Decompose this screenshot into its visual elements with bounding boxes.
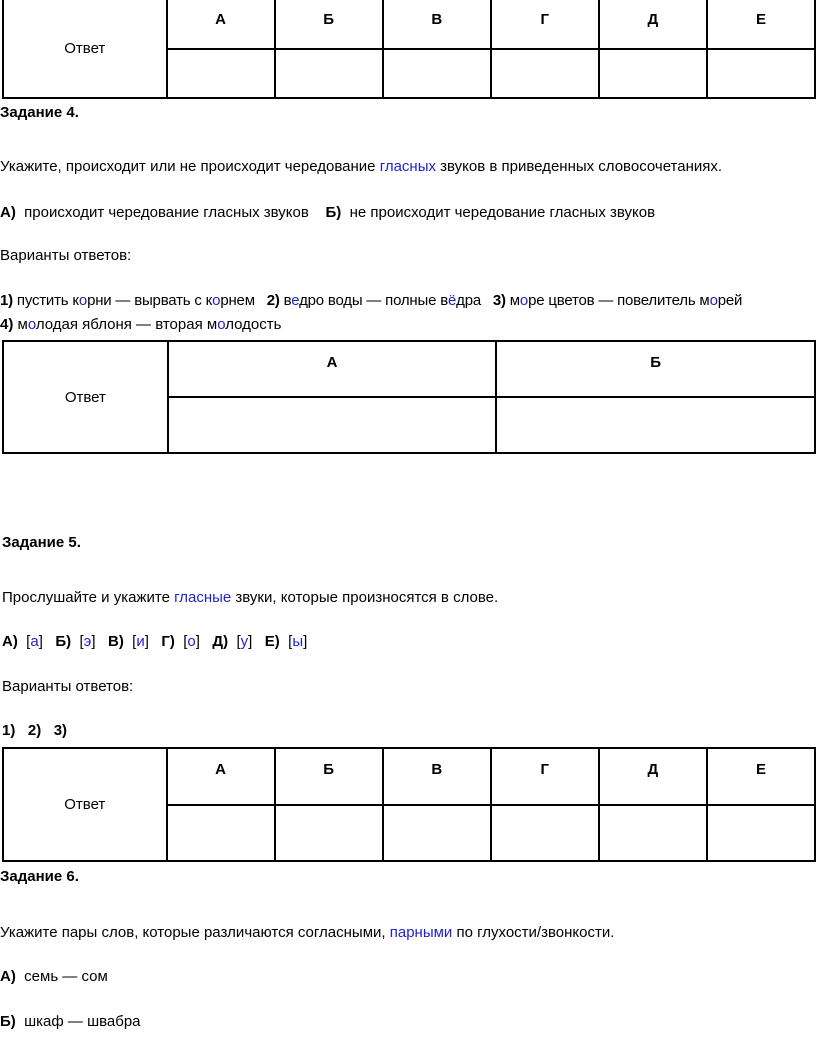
- option-letter: Б): [325, 204, 342, 221]
- answer-cell[interactable]: [599, 805, 707, 861]
- task4-answers-line1: 1) пустить корни — вырвать с корнем 2) ведро воды — полные вёдра 3) море цветов — повелитель морей: [0, 292, 743, 309]
- answer-cell[interactable]: [167, 805, 275, 861]
- answer-cell[interactable]: [275, 49, 383, 98]
- task4-question: Укажите, происходит или не происходит чередование гласных звуков в приведенных словосочетаниях.: [0, 158, 723, 175]
- answer-cell[interactable]: [707, 49, 815, 98]
- task6-pair-b: Б) шкаф — швабра: [0, 1013, 141, 1030]
- answer-cell[interactable]: [275, 805, 383, 861]
- answer-cell[interactable]: [167, 49, 275, 98]
- column-header: В: [383, 748, 491, 805]
- answer-table-top: [2, 0, 816, 99]
- column-header: Д: [599, 0, 707, 49]
- answer-cell[interactable]: [383, 49, 491, 98]
- column-header: Б: [275, 0, 383, 49]
- column-header: Д: [599, 748, 707, 805]
- column-header: Е: [707, 748, 815, 805]
- task6-pair-a: А) семь — сом: [0, 968, 108, 985]
- task6-title: Задание 6.: [0, 868, 79, 885]
- answer-table-task5: [2, 747, 816, 862]
- answer-cell[interactable]: [599, 49, 707, 98]
- option-letter: А): [0, 204, 16, 221]
- answer-cell[interactable]: [491, 49, 599, 98]
- task4-options: [0, 204, 655, 221]
- option-text: происходит чередование гласных звуков: [24, 204, 309, 221]
- answer-label: Ответ: [3, 0, 167, 98]
- option-text: не происходит чередование гласных звуков: [349, 204, 656, 221]
- task5-title: Задание 5.: [2, 534, 81, 551]
- task4-variants-label: Варианты ответов:: [0, 247, 132, 264]
- column-header: А: [168, 341, 497, 397]
- answer-label: Ответ: [3, 748, 167, 861]
- answer-cell[interactable]: [491, 805, 599, 861]
- answer-cell[interactable]: [168, 397, 497, 453]
- column-header: А: [167, 0, 275, 49]
- answer-label: Ответ: [3, 341, 168, 453]
- task5-question: Прослушайте и укажите гласные звуки, которые произносятся в слове.: [2, 589, 499, 606]
- task6-question: Укажите пары слов, которые различаются согласными, парными по глухости/звонкости.: [0, 924, 615, 941]
- task5-variants-label: Варианты ответов:: [2, 678, 134, 695]
- task4-answers-line2: 4) молодая яблоня — вторая молодость: [0, 316, 282, 333]
- column-header: Г: [491, 0, 599, 49]
- answer-cell[interactable]: [496, 397, 815, 453]
- answer-cell[interactable]: [707, 805, 815, 861]
- task4-title: Задание 4.: [0, 104, 79, 121]
- task5-sounds: А) [а] Б) [э] В) [и] Г) [о] Д) [у] Е) [ы]: [2, 633, 308, 650]
- column-header: Б: [496, 341, 815, 397]
- task5-answer-numbers: 1) 2) 3): [2, 722, 68, 739]
- column-header: Г: [491, 748, 599, 805]
- answer-table-task4: [2, 340, 816, 454]
- column-header: Е: [707, 0, 815, 49]
- column-header: В: [383, 0, 491, 49]
- answer-cell[interactable]: [383, 805, 491, 861]
- column-header: Б: [275, 748, 383, 805]
- column-header: А: [167, 748, 275, 805]
